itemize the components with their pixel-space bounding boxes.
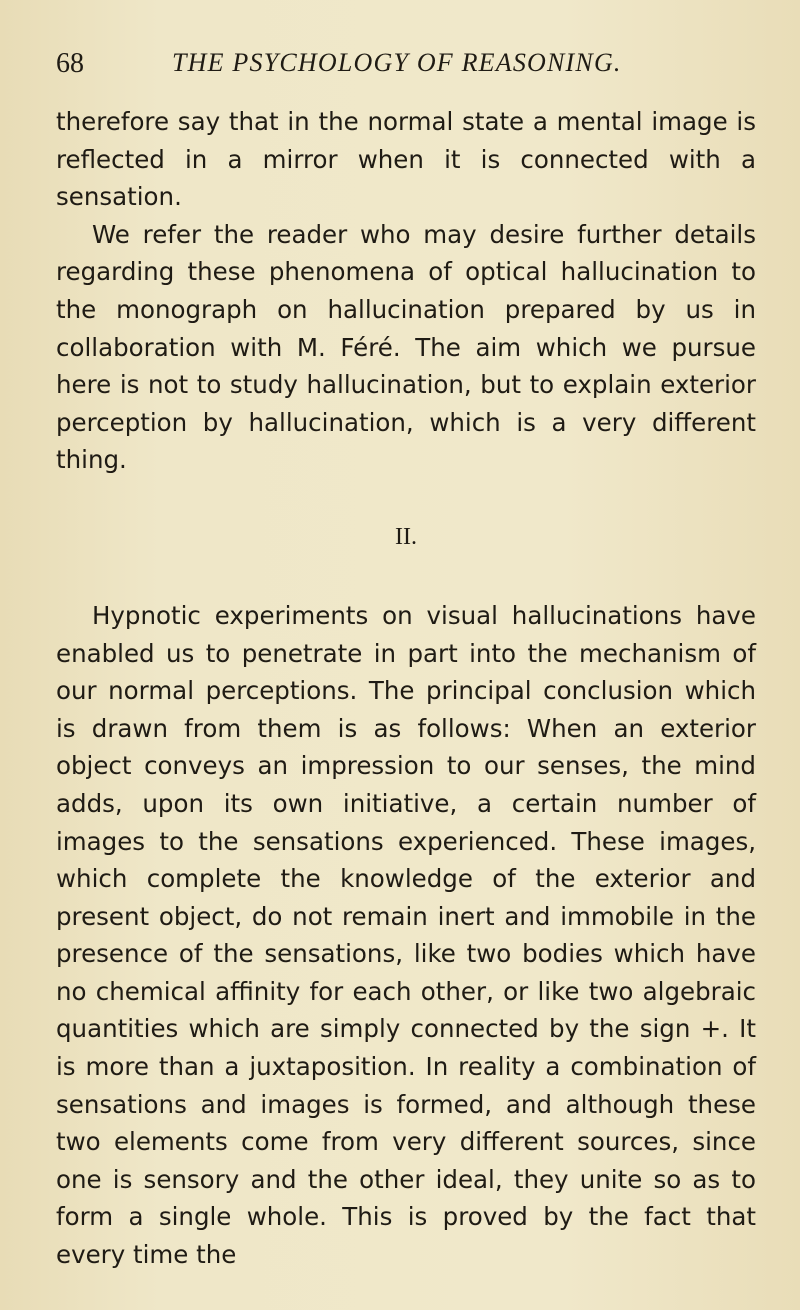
body-text bbox=[56, 103, 756, 1274]
running-title: THE PSYCHOLOGY OF REASONING. bbox=[172, 48, 622, 77]
page-number: 68 bbox=[56, 48, 84, 79]
page-header bbox=[56, 48, 756, 88]
paragraph-hypnotic-experiments: Hypnotic experiments on visual hallucinations have enabled us to penetrate in part into the mechanism of our normal perceptions. The principal conclusion which is drawn from them is as follows: When an exterior object conveys an impression to our senses, the mind adds, upon its own initiative, a certain number of images to the sensations experienced. These images, which complete the knowledge of the exterior and present object, do not remain inert and immobile in the presence of the sensations, like two bodies which have no chemical affinity for each other, or like two algebraic quantities which are simply connected by the sign +. It is more than a juxtaposition. In reality a combination of sensations and images is formed, and although these two elements come from very different sources, since one is sensory and the other ideal, they unite so as to form a single whole. This is proved by the fact that every time the bbox=[56, 600, 756, 1270]
section-heading: II. bbox=[395, 523, 417, 550]
paragraph-continuation: therefore say that in the normal state a mental image is reflected in a mirror when it is connected with a sensation. bbox=[56, 107, 756, 212]
paragraph-hallucination-reference: We refer the reader who may desire further details regarding these phenomena of optical hallucination to the monograph on hallucination prepared by us in collaboration with M. Féré. The aim which we pursue here is not to study hallucination, but to explain exterior perception by hallucination, which is a very different thing. bbox=[56, 219, 756, 475]
